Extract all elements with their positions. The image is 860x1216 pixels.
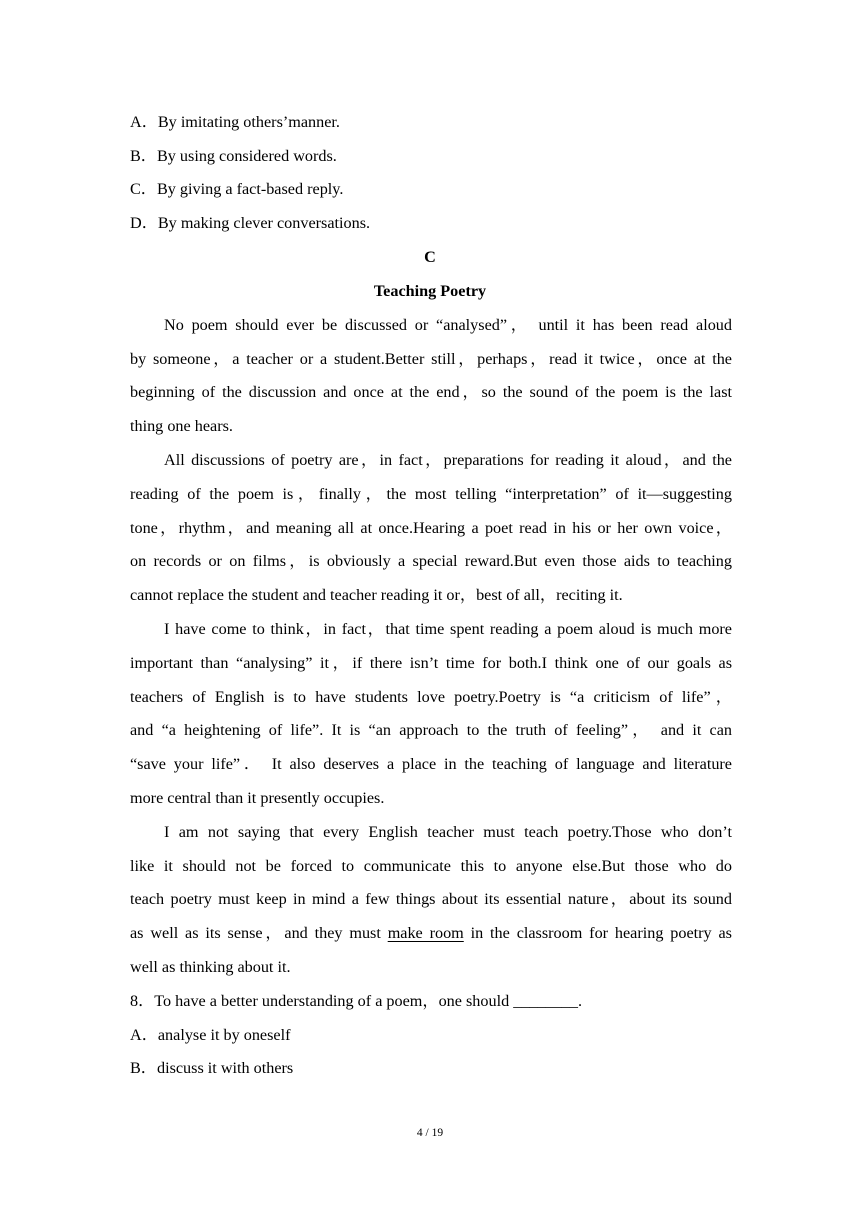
paragraph-1-line: No poem should ever be discussed or “analysed”， until it has been read aloud <box>164 316 732 334</box>
paragraph-2-line: reading of the poem is，finally，the most telling “interpretation” of it—suggesting <box>130 485 732 503</box>
paragraph-3-line: more central than it presently occupies. <box>130 789 385 807</box>
section-letter: C <box>424 248 436 266</box>
paragraph-1-line: by someone，a teacher or a student.Better still，perhaps，read it twice，once at the <box>130 350 732 368</box>
paragraph-2-line: All discussions of poetry are，in fact，preparations for reading it aloud，and the <box>164 451 732 469</box>
paragraph-4-line <box>130 923 732 943</box>
paragraph-3-line: I have come to think，in fact，that time spent reading a poem aloud is much more <box>164 620 732 638</box>
paragraph-4-line: well as thinking about it. <box>130 958 291 976</box>
question-8-stem: 8．To have a better understanding of a poem，one should ________. <box>130 992 583 1010</box>
passage-title: Teaching Poetry <box>373 282 487 300</box>
paragraph-2-line: cannot replace the student and teacher reading it or，best of all，reciting it. <box>130 586 623 604</box>
option-b: B．By using considered words. <box>130 147 337 165</box>
paragraph-1-line: thing one hears. <box>130 417 233 435</box>
paragraph-3-line: “save your life”． It also deserves a place in the teaching of language and literature <box>130 755 732 773</box>
paragraph-3-line: teachers of English is to have students love poetry.Poetry is “a criticism of life”， <box>130 688 732 706</box>
question-8-option-b: B．discuss it with others <box>130 1059 294 1077</box>
paragraph-4-line: like it should not be forced to communicate this to anyone else.But those who do <box>130 857 732 875</box>
paragraph-4-line: I am not saying that every English teacher must teach poetry.Those who don’t <box>164 823 732 841</box>
text-segment: in the classroom for hearing poetry as <box>463 924 732 942</box>
underlined-phrase: make room <box>387 924 464 942</box>
text-segment: as well as its sense，and they must <box>130 924 388 942</box>
paragraph-1-line: beginning of the discussion and once at the end，so the sound of the poem is the last <box>130 383 732 401</box>
page-number: 4 / 19 <box>416 1127 444 1139</box>
paragraph-3-line: and “a heightening of life”. It is “an approach to the truth of feeling”， and it can <box>130 721 732 739</box>
paragraph-3-line: important than “analysing” it，if there isn’t time for both.I think one of our goals as <box>130 654 732 672</box>
paragraph-2-line: on records or on films，is obviously a special reward.But even those aids to teaching <box>130 552 732 570</box>
paragraph-4-line: teach poetry must keep in mind a few things about its essential nature，about its sound <box>130 890 732 908</box>
question-8-option-a: A．analyse it by oneself <box>130 1026 291 1044</box>
option-d: D．By making clever conversations. <box>130 214 371 232</box>
option-a: A．By imitating others’manner. <box>130 113 340 131</box>
option-c: C．By giving a fact-based reply. <box>130 180 344 198</box>
paragraph-2-line: tone，rhythm，and meaning all at once.Hearing a poet read in his or her own voice， <box>130 519 732 537</box>
